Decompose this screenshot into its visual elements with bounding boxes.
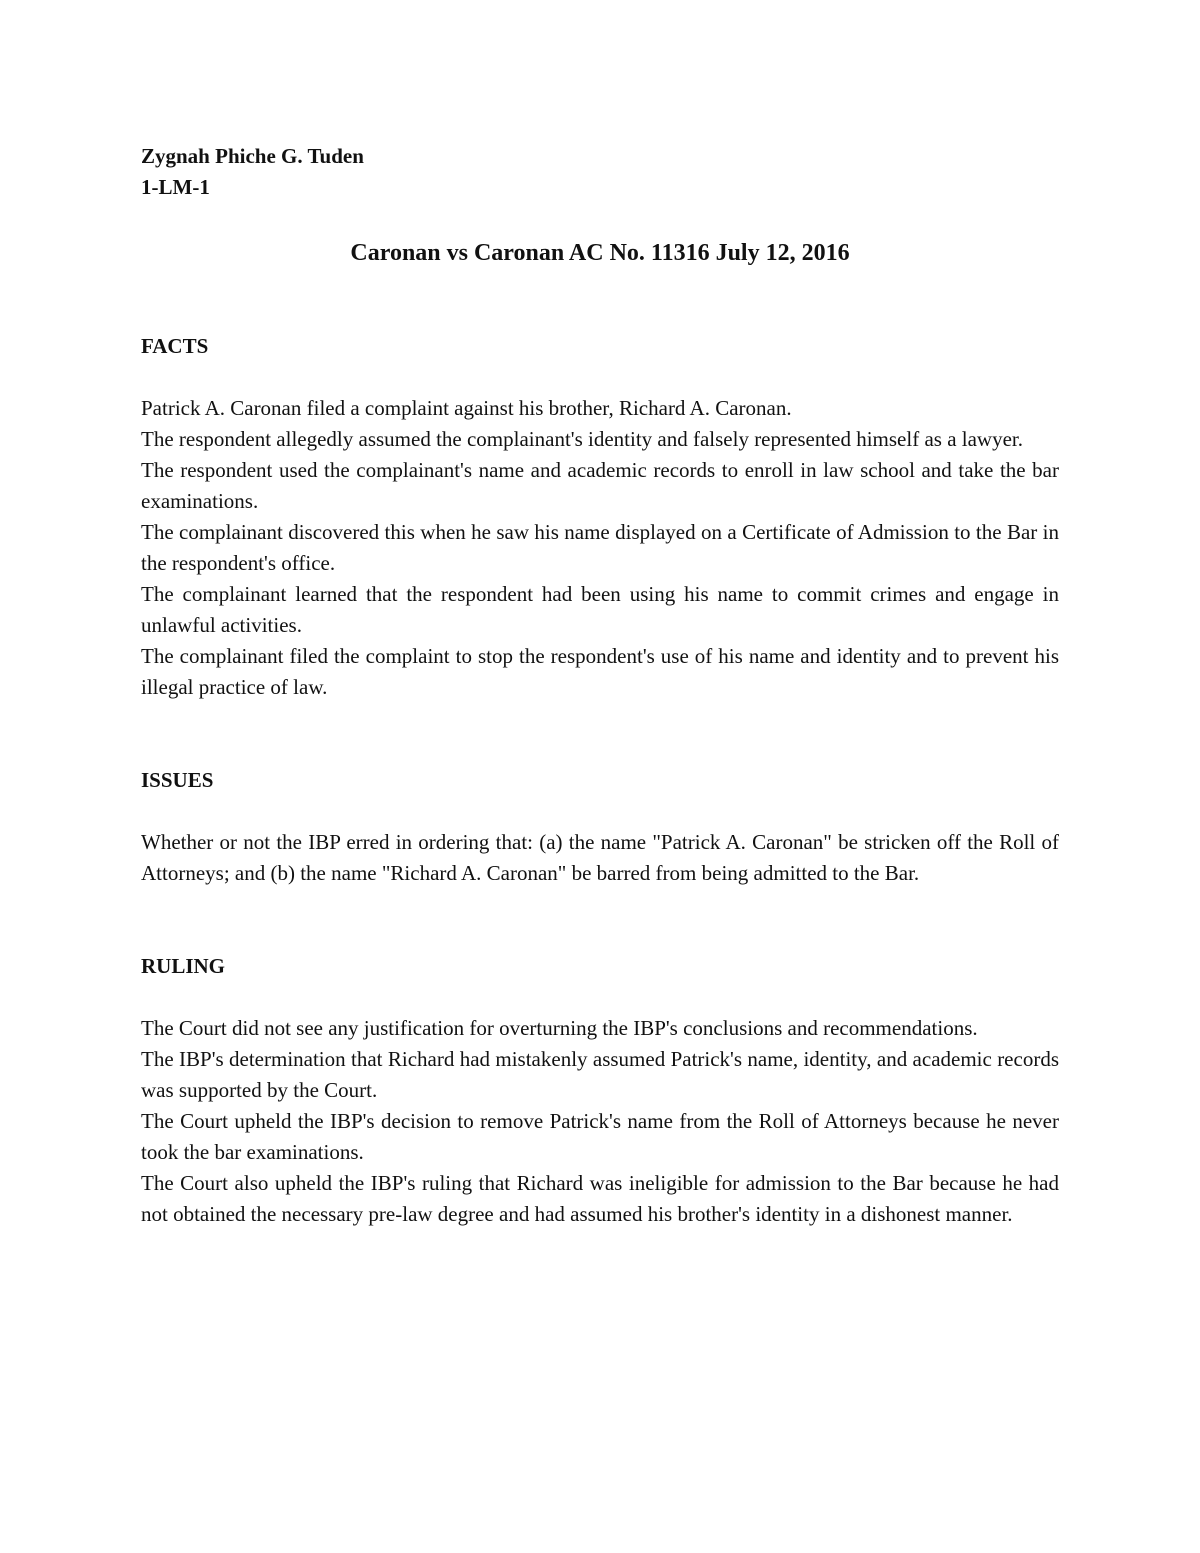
- ruling-heading: RULING: [141, 954, 226, 978]
- author-name: Zygnah Phiche G. Tuden: [141, 144, 364, 168]
- facts-paragraph: The complainant discovered this when he saw his name displayed on a Certificate of Admission to the Bar in the respondent's office.: [141, 520, 1059, 575]
- facts-paragraph: The complainant learned that the respondent had been using his name to commit crimes and engage in unlawful activities.: [141, 582, 1059, 637]
- ruling-paragraph: The Court did not see any justification for overturning the IBP's conclusions and recommendations.: [141, 1016, 978, 1040]
- ruling-section: [141, 1013, 1059, 1230]
- issues-heading: ISSUES: [141, 768, 214, 792]
- ruling-paragraph: The IBP's determination that Richard had mistakenly assumed Patrick's name, identity, and academic records was supported by the Court.: [141, 1047, 1059, 1102]
- facts-paragraph: The respondent allegedly assumed the complainant's identity and falsely represented himself as a lawyer.: [141, 427, 1023, 451]
- ruling-paragraph: The Court also upheld the IBP's ruling that Richard was ineligible for admission to the Bar because he had not obtained the necessary pre-law degree and had assumed his brother's identity in a dishonest manner.: [141, 1171, 1059, 1226]
- facts-paragraph: The complainant filed the complaint to stop the respondent's use of his name and identity and to prevent his illegal practice of law.: [141, 644, 1059, 699]
- facts-paragraph: The respondent used the complainant's name and academic records to enroll in law school and take the bar examinations.: [141, 458, 1059, 513]
- section-code: 1-LM-1: [141, 175, 210, 199]
- facts-section: [141, 393, 1059, 703]
- issues-paragraph: Whether or not the IBP erred in ordering that: (a) the name "Patrick A. Caronan" be stricken off the Roll of Attorneys; and (b) the name "Richard A. Caronan" be barred from being admitted to the Bar.: [141, 830, 1059, 885]
- ruling-paragraph: The Court upheld the IBP's decision to remove Patrick's name from the Roll of Attorneys because he never took the bar examinations.: [141, 1109, 1059, 1164]
- case-title: Caronan vs Caronan AC No. 11316 July 12, 2016: [350, 240, 850, 266]
- facts-heading: FACTS: [141, 334, 209, 358]
- document-body: [141, 141, 1059, 1230]
- issues-section: [141, 827, 1059, 889]
- facts-paragraph: Patrick A. Caronan filed a complaint against his brother, Richard A. Caronan.: [141, 396, 792, 420]
